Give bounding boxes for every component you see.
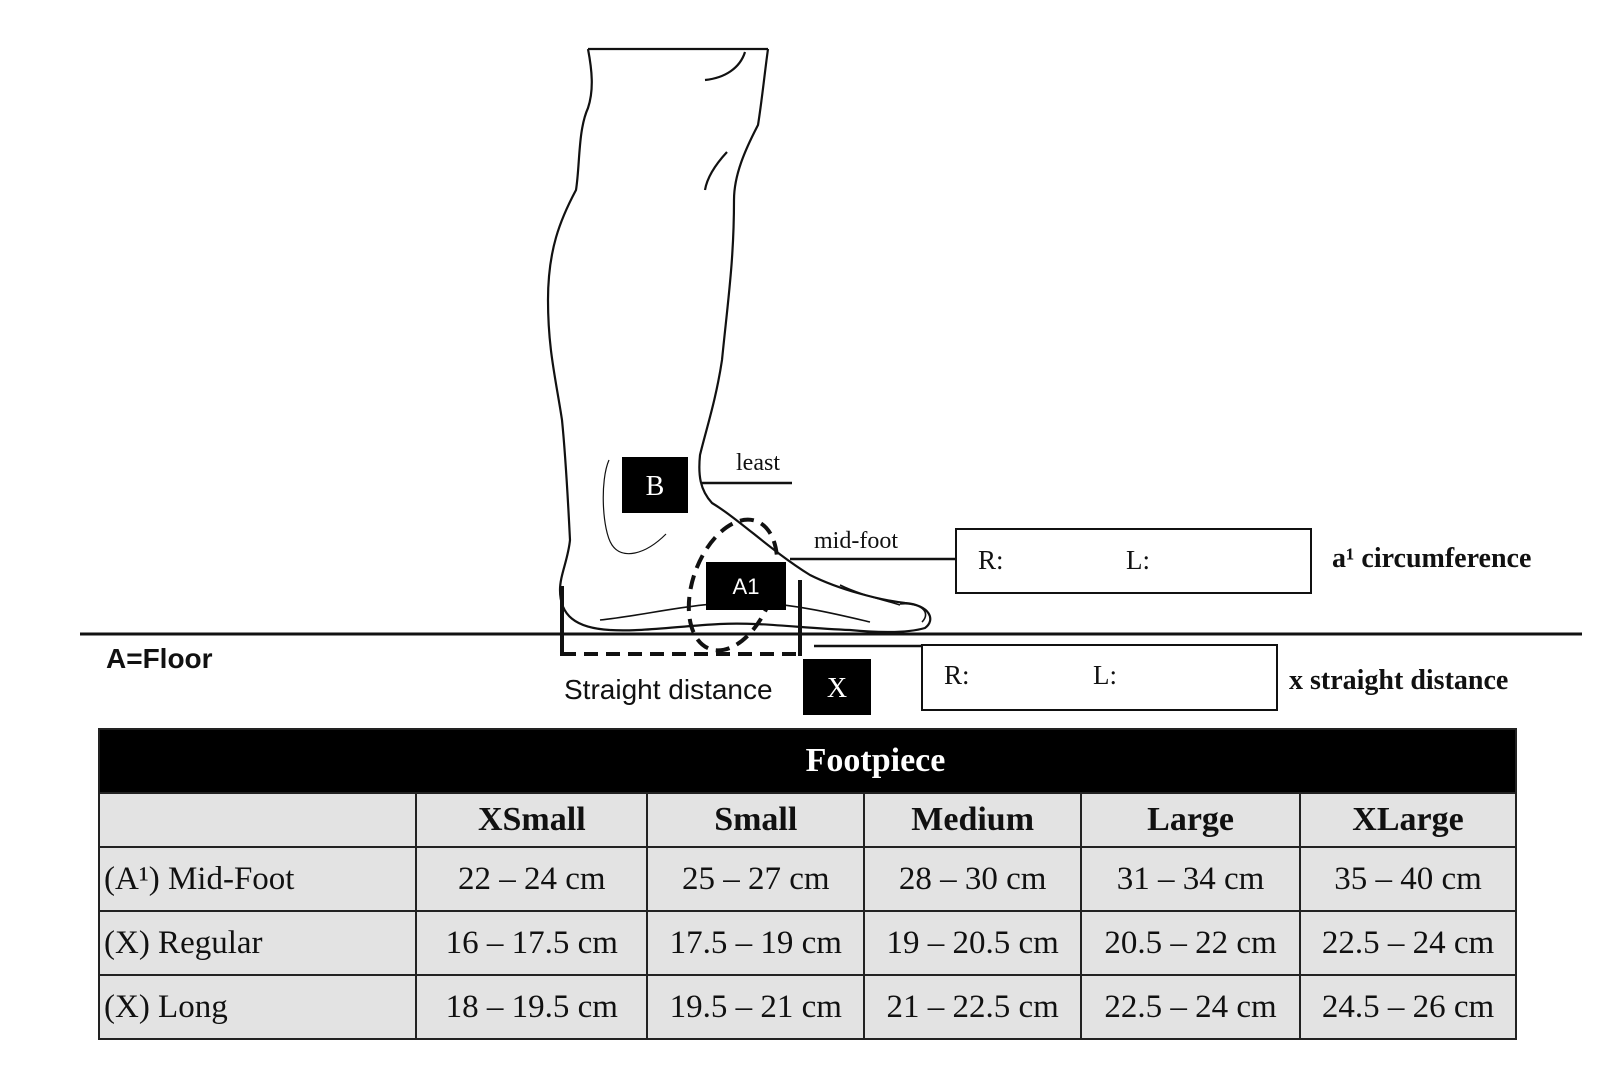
- leg-shin-line: [705, 152, 727, 190]
- circumference-entry-box: [956, 529, 1311, 593]
- floor-label: A=Floor: [106, 643, 213, 674]
- svg-text:B: B: [645, 471, 665, 502]
- table-cell: 21 – 22.5 cm: [864, 975, 1081, 1039]
- table-title: Footpiece: [99, 729, 1516, 793]
- table-cell: 31 – 34 cm: [1081, 847, 1300, 911]
- badge-a1: [706, 562, 786, 610]
- circumference-r-label: R:: [978, 545, 1004, 575]
- badge-b: [622, 457, 688, 513]
- circumference-l-label: L:: [1126, 545, 1150, 575]
- footpiece-size-table: [98, 728, 1517, 1040]
- table-cell: 19 – 20.5 cm: [864, 911, 1081, 975]
- header-small: Small: [647, 793, 864, 847]
- table-cell: 22 – 24 cm: [416, 847, 647, 911]
- table-row: [99, 975, 1516, 1039]
- distance-entry-box: [922, 645, 1277, 710]
- table-cell: 16 – 17.5 cm: [416, 911, 647, 975]
- distance-r-label: R:: [944, 660, 970, 690]
- table-cell: 28 – 30 cm: [864, 847, 1081, 911]
- row-label: (X) Long: [99, 975, 416, 1039]
- table-cell: 35 – 40 cm: [1300, 847, 1516, 911]
- distance-caption: x straight distance: [1289, 665, 1509, 696]
- circumference-caption: a¹ circumference: [1332, 543, 1532, 574]
- leg-back-outline: [548, 49, 610, 630]
- big-toe-curve: [840, 585, 900, 605]
- distance-l-label: L:: [1093, 660, 1117, 690]
- midfoot-label: mid-foot: [814, 528, 898, 554]
- table-cell: 24.5 – 26 cm: [1300, 975, 1516, 1039]
- table-cell: 17.5 – 19 cm: [647, 911, 864, 975]
- straight-distance-label: Straight distance: [564, 674, 773, 705]
- svg-text:A1: A1: [732, 574, 760, 599]
- table-cell: 18 – 19.5 cm: [416, 975, 647, 1039]
- row-label: (X) Regular: [99, 911, 416, 975]
- table-cell: 20.5 – 22 cm: [1081, 911, 1300, 975]
- header-medium: Medium: [864, 793, 1081, 847]
- table-header-row: [99, 793, 1516, 847]
- table-title-row: [99, 729, 1516, 793]
- table-cell: 19.5 – 21 cm: [647, 975, 864, 1039]
- svg-text:X: X: [826, 673, 848, 704]
- header-empty: [99, 793, 416, 847]
- header-large: Large: [1081, 793, 1300, 847]
- table-row: [99, 911, 1516, 975]
- header-xlarge: XLarge: [1300, 793, 1516, 847]
- header-xsmall: XSmall: [416, 793, 647, 847]
- table-cell: 22.5 – 24 cm: [1081, 975, 1300, 1039]
- row-label: (A¹) Mid-Foot: [99, 847, 416, 911]
- badge-x: [803, 659, 871, 715]
- leg-knee-line: [705, 52, 745, 80]
- least-label: least: [736, 450, 780, 476]
- table-cell: 25 – 27 cm: [647, 847, 864, 911]
- table-row: [99, 847, 1516, 911]
- table-cell: 22.5 – 24 cm: [1300, 911, 1516, 975]
